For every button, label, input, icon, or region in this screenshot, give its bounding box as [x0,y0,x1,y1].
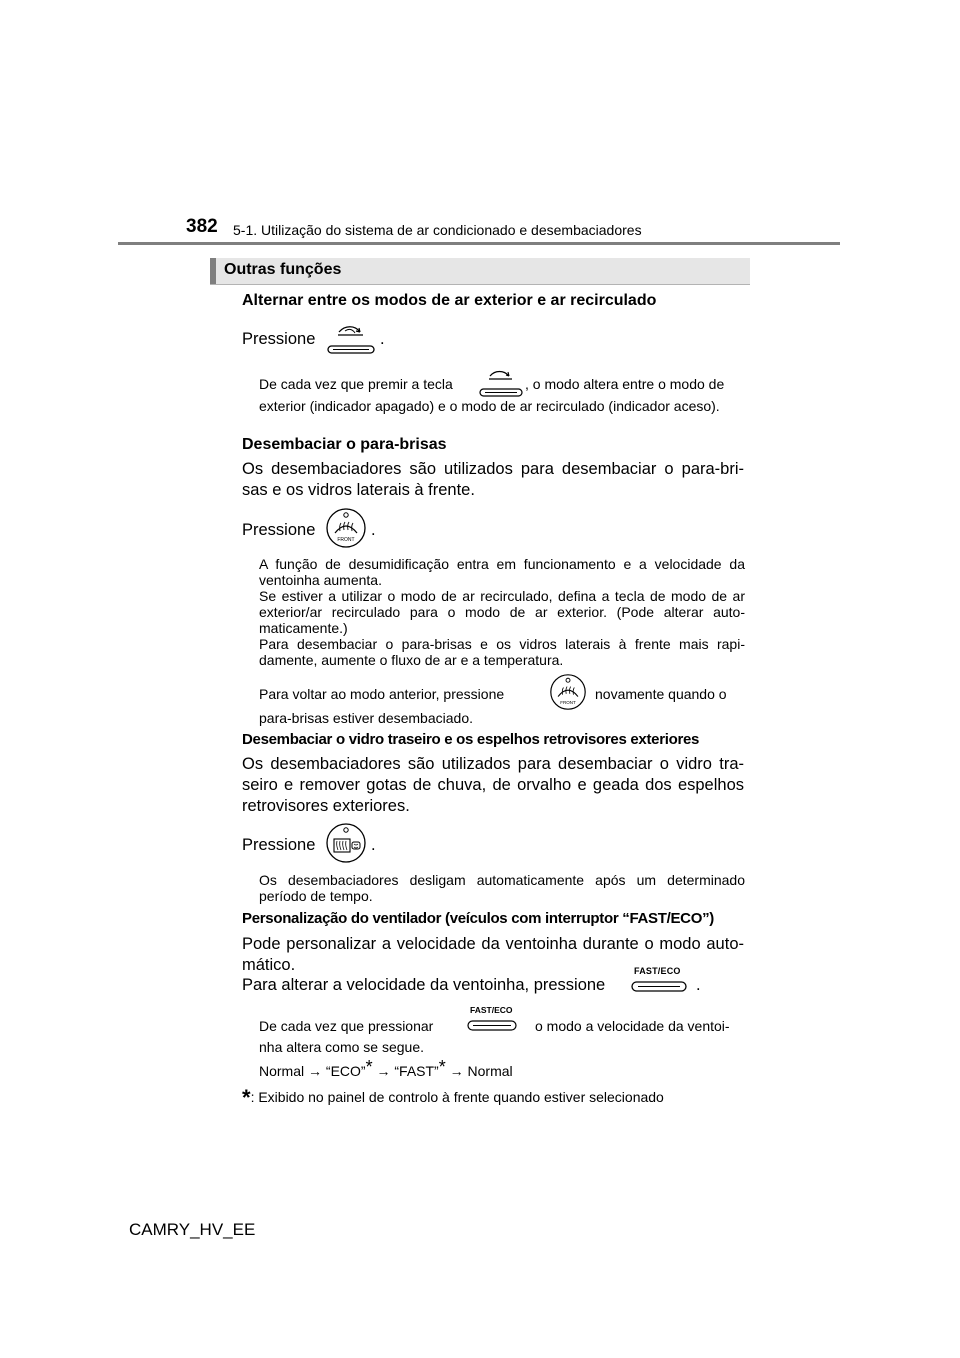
recirc-note-c: exterior (indicador apagado) e o modo de ar recirculado (indicador aceso). [259,398,720,414]
sequence-normal: Normal [259,1063,305,1079]
fan-body: Pode personalizar a velocidade da ventoinha durante o modo auto-mático. [242,935,744,974]
recirc-heading: Alternar entre os modos de ar exterior e ar recirculado [242,292,657,309]
page-number: 382 [186,216,218,237]
recirc-press-dot: . [380,330,385,348]
rear-defogger-icon [325,822,367,864]
windshield-press-text: Pressione [242,521,316,539]
recirc-note-b: , o modo altera entre o modo de [525,376,725,392]
footnote-text: : Exibido no painel de controlo à frente quando estiver selecionado [250,1089,664,1105]
windshield-press-dot: . [371,521,376,539]
chapter-title: 5-1. Utilização do sistema de ar condicionado e desembaciadores [233,222,642,238]
fan-change-dot: . [696,976,701,994]
front-defroster-icon [549,673,587,711]
fast-eco-key-icon [630,980,688,994]
header-rule [118,242,840,245]
fan-note-a: De cada vez que pressionar [259,1018,434,1034]
fast-eco-button-icon [630,966,688,996]
rear-press-text: Pressione [242,836,316,854]
fan-note-b: o modo a velocidade da ventoi- [535,1018,730,1034]
fast-eco-label: FAST/ECO [634,966,681,976]
footer-code: CAMRY_HV_EE [129,1220,256,1239]
windshield-return-b: novamente quando o [595,686,727,702]
sequence-arrow: → [449,1063,464,1079]
windshield-return-c: para-brisas estiver desembaciado. [259,710,473,726]
recirc-note-a: De cada vez que premir a tecla [259,376,453,392]
section-header [210,258,750,285]
recirculation-icon [325,322,377,356]
section-accent [210,258,216,284]
footnote-mark: * [242,1085,251,1110]
windshield-note-p3: Para desembaciar o para-brisas e os vidros laterais à frente mais rapi-damente, aumente o fluxo de ar e a temperatura. [259,636,745,668]
fan-heading: Personalização do ventilador (veículos com interruptor “FAST/ECO”) [242,910,714,927]
footnote [242,1082,664,1108]
sequence-asterisk: * [365,1057,373,1077]
windshield-body: Os desembaciadores são utilizados para desembaciar o para-bri-sas e os vidros laterais à frente. [242,460,744,499]
windshield-heading: Desembaciar o para-brisas [242,436,447,453]
fast-eco-button-icon [466,1005,518,1035]
sequence-arrow: → [308,1063,323,1079]
rear-body: Os desembaciadores são utilizados para desembaciar o vidro tra-seiro e remover gotas de chuva, de orvalho e geada dos espelhos retrovisores exteriores. [242,755,744,815]
front-defroster-icon [325,507,367,549]
rear-note: Os desembaciadores desligam automaticamente após um determinado período de tempo. [259,872,745,904]
recirc-press-text: Pressione [242,330,316,348]
fast-eco-key-icon [466,1019,518,1033]
fan-sequence [259,1057,513,1081]
rear-heading: Desembaciar o vidro traseiro e os espelhos retrovisores exteriores [242,731,700,748]
fast-eco-label: FAST/ECO [470,1005,513,1015]
sequence-arrow: → [376,1063,391,1079]
sequence-fast: “FAST” [394,1063,439,1079]
windshield-note-p2: Se estiver a utilizar o modo de ar recirculado, defina a tecla de modo de ar exterior/ar recirculado para o modo de ar exterior. (Pode alterar auto-maticamente.) [259,588,745,636]
svg-text:FRONT: FRONT [560,699,576,705]
recirculation-icon [478,367,524,399]
fan-change-text: Para alterar a velocidade da ventoinha, pressione [242,976,606,994]
svg-text:FRONT: FRONT [337,537,355,543]
section-title: Outras funções [224,261,342,278]
sequence-eco: “ECO” [325,1063,366,1079]
sequence-normal-end: Normal [467,1063,513,1079]
sequence-asterisk: * [438,1057,446,1077]
fan-note-c: nha altera como se segue. [259,1039,424,1055]
rear-press-dot: . [371,836,376,854]
windshield-note-p1: A função de desumidificação entra em funcionamento e a velocidade da ventoinha aumenta. [259,556,745,588]
windshield-return-a: Para voltar ao modo anterior, pressione [259,686,505,702]
